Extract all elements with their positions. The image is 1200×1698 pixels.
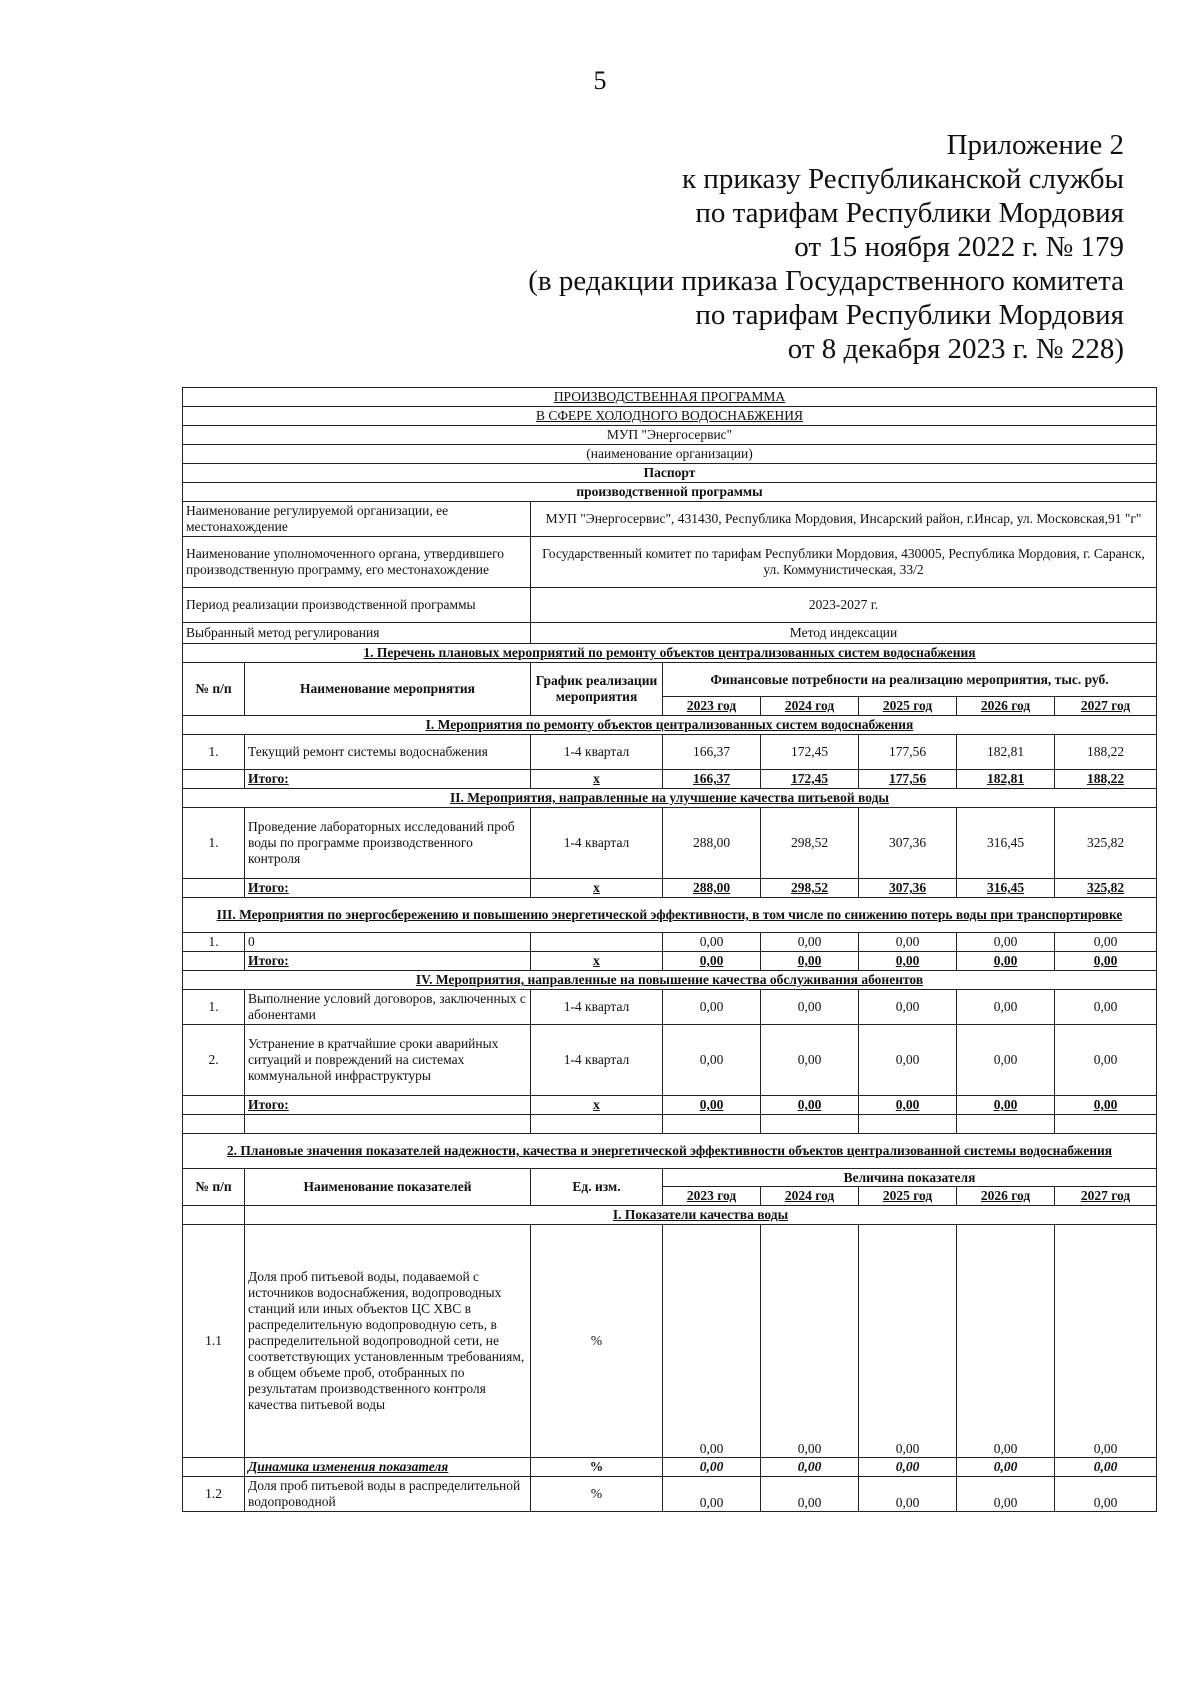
group-title: III. Мероприятия по энергосбережению и повышению энергетической эффективности, в том числе по снижению потерь воды при транспортировке [183, 898, 1157, 933]
total-schedule: х [531, 952, 663, 971]
item-unit: % [531, 1458, 663, 1477]
item-value: 0,00 [1055, 990, 1157, 1025]
col-value-header: Величина показателя [663, 1169, 1157, 1187]
group-title: II. Мероприятия, направленные на улучшение качества питьевой воды [183, 789, 1157, 808]
item-no: 1. [183, 808, 245, 879]
total-label: Итого: [245, 952, 531, 971]
item-value: 0,00 [859, 1458, 957, 1477]
passport-value: Государственный комитет по тарифам Республики Мордовия, 430005, Республика Мордовия, г. Саранск, ул. Коммунистическая, 33/2 [531, 537, 1157, 588]
total-value: 0,00 [957, 1096, 1055, 1115]
col-unit-header: Ед. изм. [531, 1169, 663, 1206]
item-value: 0,00 [1055, 1025, 1157, 1096]
appendix-line: от 8 декабря 2023 г. № 228) [787, 333, 1124, 365]
item-name: Доля проб питьевой воды в распределительной водопроводной [245, 1477, 531, 1512]
total-value: 0,00 [859, 952, 957, 971]
year-header: 2027 год [1055, 697, 1157, 716]
dynamic-label: Динамика изменения показателя [245, 1458, 531, 1477]
item-value: 0,00 [957, 1477, 1055, 1512]
item-value: 0,00 [957, 1025, 1055, 1096]
empty-cell [183, 1115, 245, 1134]
total-schedule: х [531, 1096, 663, 1115]
passport-value: МУП "Энергосервис", 431430, Республика Мордовия, Инсарский район, г.Инсар, ул. Московская,91 "г" [531, 502, 1157, 537]
total-no [183, 952, 245, 971]
total-label: Итого: [245, 1096, 531, 1115]
empty-cell [245, 1115, 531, 1134]
item-schedule [531, 933, 663, 952]
empty-cell [531, 1115, 663, 1134]
item-no: 1.1 [183, 1225, 245, 1458]
passport-label: Наименование уполномоченного органа, утвердившего производственную программу, его местонахождение [183, 537, 531, 588]
item-value: 316,45 [957, 808, 1055, 879]
appendix-line: по тарифам Республики Мордовия [695, 197, 1124, 229]
item-schedule: 1-4 квартал [531, 808, 663, 879]
item-name: Проведение лабораторных исследований проб воды по программе производственного контроля [245, 808, 531, 879]
year-header: 2024 год [761, 1187, 859, 1206]
total-schedule: х [531, 879, 663, 898]
item-value: 0,00 [859, 990, 957, 1025]
program-sphere: В СФЕРЕ ХОЛОДНОГО ВОДОСНАБЖЕНИЯ [183, 407, 1157, 426]
item-value: 0,00 [1055, 1458, 1157, 1477]
item-value: 0,00 [761, 990, 859, 1025]
total-value: 325,82 [1055, 879, 1157, 898]
total-value: 0,00 [663, 1096, 761, 1115]
col-name-header: Наименование показателей [245, 1169, 531, 1206]
group-title: IV. Мероприятия, направленные на повышение качества обслуживания абонентов [183, 971, 1157, 990]
year-header: 2026 год [957, 1187, 1055, 1206]
total-no [183, 1096, 245, 1115]
passport-value: 2023-2027 г. [531, 588, 1157, 623]
appendix-line: Приложение 2 [946, 129, 1124, 161]
total-value: 0,00 [663, 952, 761, 971]
item-no: 1. [183, 990, 245, 1025]
item-value: 0,00 [761, 1225, 859, 1458]
item-value: 0,00 [663, 933, 761, 952]
passport-label: Выбранный метод регулирования [183, 623, 531, 644]
total-label: Итого: [245, 770, 531, 789]
total-value: 0,00 [1055, 1096, 1157, 1115]
organization-caption: (наименование организации) [183, 445, 1157, 464]
total-value: 177,56 [859, 770, 957, 789]
item-value: 188,22 [1055, 735, 1157, 770]
col-finance-header: Финансовые потребности на реализацию мероприятия, тыс. руб. [663, 663, 1157, 697]
item-value: 182,81 [957, 735, 1055, 770]
year-header: 2023 год [663, 1187, 761, 1206]
item-no: 1. [183, 933, 245, 952]
total-value: 0,00 [761, 1096, 859, 1115]
item-value: 177,56 [859, 735, 957, 770]
organization-name: МУП "Энергосервис" [183, 426, 1157, 445]
group-title: I. Показатели качества воды [245, 1206, 1157, 1225]
passport-title: Паспорт [183, 464, 1157, 483]
item-no: 1. [183, 735, 245, 770]
empty-cell [957, 1115, 1055, 1134]
item-name: Устранение в кратчайшие сроки аварийных ситуаций и повреждений на системах коммунальной инфраструктуры [245, 1025, 531, 1096]
item-value: 0,00 [859, 1225, 957, 1458]
empty-cell [761, 1115, 859, 1134]
item-value: 0,00 [957, 1458, 1055, 1477]
total-value: 0,00 [957, 952, 1055, 971]
item-name: Выполнение условий договоров, заключенных с абонентами [245, 990, 531, 1025]
total-value: 307,36 [859, 879, 957, 898]
item-value: 288,00 [663, 808, 761, 879]
appendix-line: от 15 ноября 2022 г. № 179 [794, 231, 1124, 263]
item-value: 0,00 [663, 1477, 761, 1512]
item-value: 0,00 [1055, 933, 1157, 952]
item-value: 0,00 [761, 1025, 859, 1096]
col-schedule-header: График реализации мероприятия [531, 663, 663, 716]
year-header: 2026 год [957, 697, 1055, 716]
passport-label: Период реализации производственной программы [183, 588, 531, 623]
total-value: 316,45 [957, 879, 1055, 898]
item-value: 0,00 [859, 933, 957, 952]
item-unit: % [531, 1225, 663, 1458]
item-no [183, 1458, 245, 1477]
passport-subtitle: производственной программы [183, 483, 1157, 502]
year-header: 2025 год [859, 1187, 957, 1206]
total-value: 0,00 [1055, 952, 1157, 971]
appendix-header [224, 128, 1124, 366]
year-header: 2027 год [1055, 1187, 1157, 1206]
item-value: 0,00 [761, 1458, 859, 1477]
total-value: 0,00 [859, 1096, 957, 1115]
item-name: 0 [245, 933, 531, 952]
appendix-line: по тарифам Республики Мордовия [695, 299, 1124, 331]
passport-label: Наименование регулируемой организации, ее местонахождение [183, 502, 531, 537]
item-name: Текущий ремонт системы водоснабжения [245, 735, 531, 770]
item-unit: % [531, 1477, 663, 1512]
item-schedule: 1-4 квартал [531, 990, 663, 1025]
page-number: 5 [593, 66, 607, 95]
empty-cell [859, 1115, 957, 1134]
item-value: 307,36 [859, 808, 957, 879]
empty-cell [663, 1115, 761, 1134]
item-value: 0,00 [957, 1225, 1055, 1458]
item-value: 0,00 [663, 1458, 761, 1477]
col-name-header: Наименование мероприятия [245, 663, 531, 716]
item-value: 0,00 [957, 933, 1055, 952]
item-value: 298,52 [761, 808, 859, 879]
item-value: 0,00 [663, 1025, 761, 1096]
group-title: I. Мероприятия по ремонту объектов централизованных систем водоснабжения [183, 716, 1157, 735]
total-value: 0,00 [761, 952, 859, 971]
item-value: 325,82 [1055, 808, 1157, 879]
production-program-table [182, 387, 1157, 1512]
item-value: 0,00 [663, 1225, 761, 1458]
year-header: 2023 год [663, 697, 761, 716]
total-no [183, 770, 245, 789]
item-no: 2. [183, 1025, 245, 1096]
item-value: 0,00 [1055, 1225, 1157, 1458]
item-schedule: 1-4 квартал [531, 735, 663, 770]
total-value: 182,81 [957, 770, 1055, 789]
col-no-header: № п/п [183, 663, 245, 716]
total-label: Итого: [245, 879, 531, 898]
item-value: 0,00 [859, 1477, 957, 1512]
section2-title: 2. Плановые значения показателей надежности, качества и энергетической эффективности объектов централизованной системы водоснабжения [183, 1134, 1157, 1169]
item-schedule: 1-4 квартал [531, 1025, 663, 1096]
total-value: 288,00 [663, 879, 761, 898]
empty-cell [183, 1206, 245, 1225]
item-value: 0,00 [957, 990, 1055, 1025]
item-value: 0,00 [1055, 1477, 1157, 1512]
item-value: 172,45 [761, 735, 859, 770]
item-name: Доля проб питьевой воды, подаваемой с источников водоснабжения, водопроводных станций или иных объектов ЦС ХВС в распределительную водопроводную сеть, в распределительной водопроводной сети, не соответствующих установленным требованиям, в общем объеме проб, отобранных по результатам производственного контроля качества питьевой воды [245, 1225, 531, 1458]
item-value: 166,37 [663, 735, 761, 770]
year-header: 2024 год [761, 697, 859, 716]
item-value: 0,00 [663, 990, 761, 1025]
empty-cell [1055, 1115, 1157, 1134]
year-header: 2025 год [859, 697, 957, 716]
item-value: 0,00 [859, 1025, 957, 1096]
program-title: ПРОИЗВОДСТВЕННАЯ ПРОГРАММА [183, 388, 1157, 407]
appendix-line: к приказу Республиканской службы [681, 163, 1124, 195]
passport-value: Метод индексации [531, 623, 1157, 644]
total-no [183, 879, 245, 898]
total-value: 166,37 [663, 770, 761, 789]
item-value: 0,00 [761, 1477, 859, 1512]
section1-title: 1. Перечень плановых мероприятий по ремонту объектов централизованных систем водоснабжения [183, 644, 1157, 663]
total-schedule: х [531, 770, 663, 789]
total-value: 188,22 [1055, 770, 1157, 789]
total-value: 298,52 [761, 879, 859, 898]
col-no-header: № п/п [183, 1169, 245, 1206]
item-value: 0,00 [761, 933, 859, 952]
total-value: 172,45 [761, 770, 859, 789]
appendix-line: (в редакции приказа Государственного комитета [528, 265, 1124, 297]
item-no: 1.2 [183, 1477, 245, 1512]
